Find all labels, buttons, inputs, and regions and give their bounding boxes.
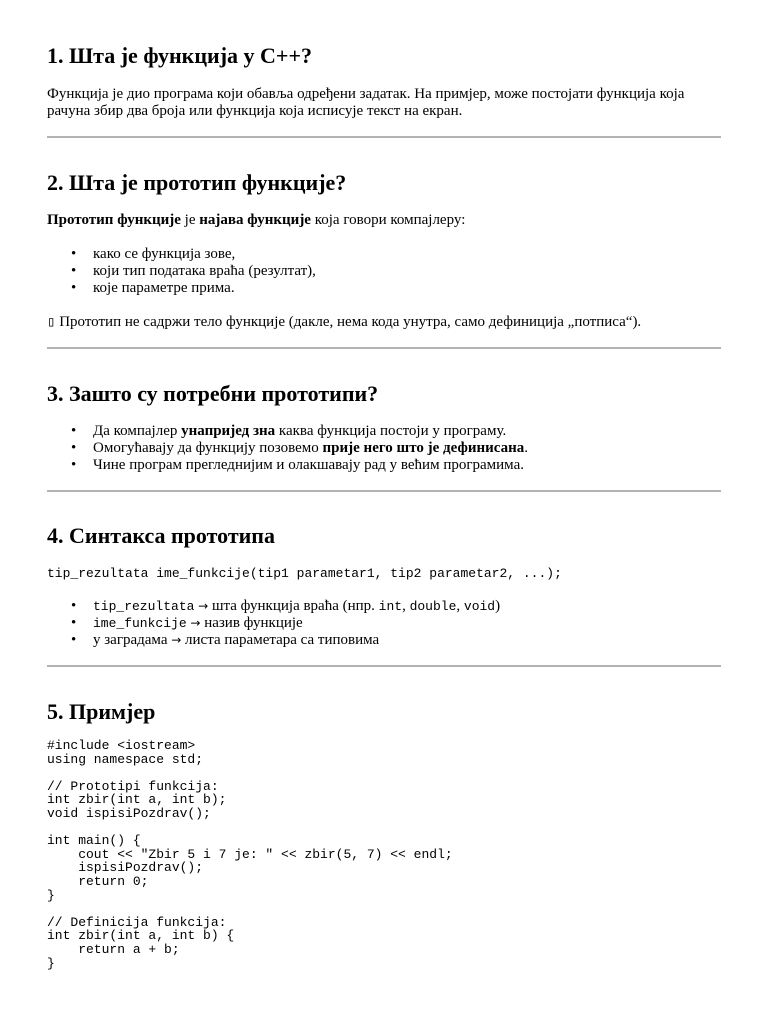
divider	[47, 490, 721, 492]
list-item: • Чине програм прегледнијим и олакшавају рад у већим програмима.	[93, 457, 528, 474]
text: шта функција враћа (нпр.	[208, 598, 379, 614]
divider	[47, 347, 721, 349]
section-3-heading: 3. Зашто су потребни прототипи?	[47, 381, 379, 406]
arrow-icon: →	[198, 599, 209, 613]
text: Да компајлер	[93, 423, 182, 439]
section-2-intro	[47, 212, 721, 229]
text: ,	[402, 598, 410, 614]
inline-code: double	[409, 599, 457, 614]
inline-code: tip_rezultata	[93, 599, 195, 614]
list-item	[93, 598, 500, 615]
bold-term: најава функције	[199, 212, 311, 228]
text: .	[524, 440, 529, 456]
section-1-paragraph: Функција је дио програма који обавља одређени задатак. На примјер, може постојати функција која рачуна збир два броја или функција која исписује текст на екран.	[47, 86, 685, 119]
text: назив функције	[200, 615, 303, 631]
text: која говори компајлеру:	[310, 212, 466, 228]
list-item: • како се функција зове,	[93, 246, 316, 263]
section-1-heading: 1. Шта је функција у C++?	[47, 43, 312, 68]
list-item	[93, 632, 500, 649]
section-4-heading: 4. Синтакса прототипа	[47, 523, 275, 548]
bold-term: унапријед зна	[181, 423, 276, 439]
text: листа параметара са типовима	[181, 632, 380, 648]
text: је	[180, 212, 200, 228]
arrow-icon: →	[190, 616, 201, 630]
divider	[47, 665, 721, 667]
section-4-list	[47, 598, 500, 649]
inline-code: void	[463, 599, 496, 614]
inline-code: ime_funkcije	[93, 616, 187, 631]
inline-code: int	[378, 599, 403, 614]
list-item	[93, 615, 500, 632]
syntax-code-line: tip_rezultata ime_funkcije(tip1 parametar1, tip2 parametar2, ...);	[47, 566, 562, 581]
list-item	[93, 440, 528, 457]
section-5-heading: 5. Примјер	[47, 699, 156, 724]
list-item: • које параметре прима.	[93, 280, 316, 297]
list-item	[93, 423, 528, 440]
arrow-icon: →	[171, 633, 182, 647]
text: )	[495, 598, 501, 614]
note-icon: ▯	[47, 314, 56, 330]
example-code-block: #include <iostream> using namespace std; // Prototipi funkcija: int zbir(int a, int b); void ispisiPozdrav(); int main() { cout << "Zbir 5 i 7 je: " << zbir(5, 7) << endl; ispisiPozdrav(); return 0; } // Definicija funkcija: int zbir(int a, int b) { return a + b; }	[47, 738, 453, 971]
list-item: • који тип података враћа (резултат),	[93, 263, 316, 280]
note-text: Прототип не садржи тело функције (дакле, нема кода унутра, само дефиниција „потписа“).	[55, 314, 642, 330]
text: у заградама	[93, 632, 172, 648]
section-2-heading: 2. Шта је прототип функције?	[47, 170, 347, 195]
text: каква функција постоји у програму.	[275, 423, 507, 439]
section-2-list	[47, 246, 316, 297]
text: Омогућавају да функцију позовемо	[93, 440, 323, 456]
text: ,	[456, 598, 464, 614]
bold-term: Прототип функције	[47, 212, 181, 228]
bold-term: прије него што је дефинисана	[322, 440, 525, 456]
section-3-list	[47, 423, 528, 474]
divider	[47, 136, 721, 138]
section-2-note	[47, 314, 721, 331]
